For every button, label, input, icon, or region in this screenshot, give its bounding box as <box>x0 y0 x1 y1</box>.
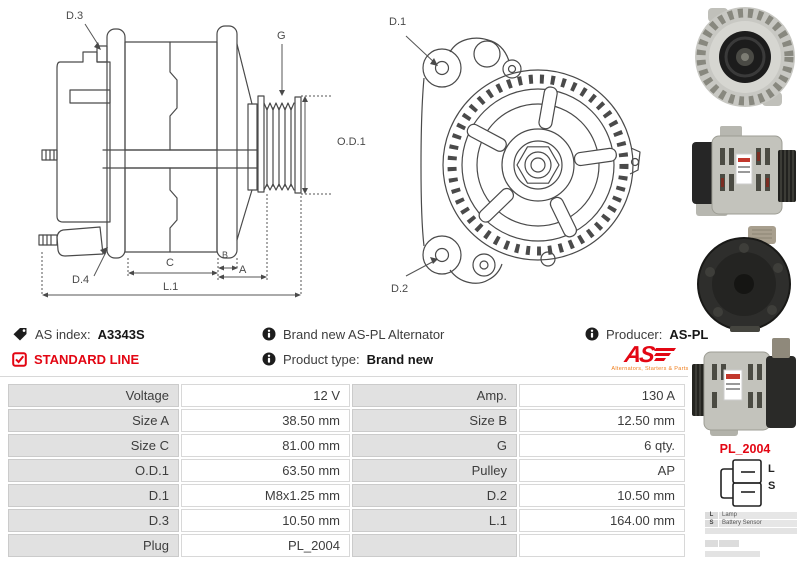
info-icon <box>585 327 599 341</box>
spec-value: 12.50 mm <box>519 409 685 432</box>
dim-label-g: G <box>277 30 286 42</box>
spec-label <box>352 534 517 557</box>
producer-label: Producer: <box>606 326 663 342</box>
as-logo-stripes-icon <box>655 348 675 361</box>
product-type-row <box>262 351 433 367</box>
info-icon <box>262 327 276 341</box>
plug-diagram <box>712 457 792 511</box>
legend-empty-row <box>705 540 797 547</box>
as-index-row <box>12 326 145 342</box>
dim-label-d4: D.4 <box>72 274 90 286</box>
spec-label: O.D.1 <box>8 459 179 482</box>
producer-row <box>585 326 708 342</box>
dim-label-od1: O.D.1 <box>337 136 366 148</box>
legend-row <box>705 512 797 519</box>
info-icon <box>262 352 276 366</box>
plug-pin-label-s: S <box>768 480 776 492</box>
tag-icon <box>12 327 28 342</box>
spec-label: D.1 <box>8 484 179 507</box>
dim-label-d2: D.2 <box>391 283 409 295</box>
standard-line-row <box>12 351 139 367</box>
spec-table <box>8 384 685 557</box>
spec-value: 81.00 mm <box>181 434 350 457</box>
dim-label-c: C <box>166 257 174 269</box>
spec-value: PL_2004 <box>181 534 350 557</box>
legend-pin-key: S <box>705 520 718 527</box>
legend-empty-row <box>705 528 797 534</box>
legend-empty-row <box>705 551 760 557</box>
spec-value: 38.50 mm <box>181 409 350 432</box>
spec-value: 10.50 mm <box>519 484 685 507</box>
legend-row <box>705 520 797 527</box>
product-photo-front <box>690 2 800 112</box>
spec-value: M8x1.25 mm <box>181 484 350 507</box>
brand-new-row <box>262 326 444 342</box>
dim-label-a: A <box>239 264 247 276</box>
plug-pin-legend <box>705 512 797 558</box>
standard-line-label: STANDARD LINE <box>34 351 140 367</box>
spec-value: 10.50 mm <box>181 509 350 532</box>
spec-value: AP <box>519 459 685 482</box>
front-view-drawing <box>388 12 648 302</box>
dim-label-d3: D.3 <box>66 10 84 22</box>
product-type-value: Brand new <box>366 351 434 367</box>
spec-label: D.2 <box>352 484 517 507</box>
as-logo-text: AS <box>622 341 655 367</box>
product-photo-rear <box>690 226 800 332</box>
product-photo-side-left <box>690 336 800 438</box>
spec-label: Amp. <box>352 384 517 407</box>
as-index-label: AS index: <box>35 326 91 342</box>
dim-label-d1: D.1 <box>389 16 407 28</box>
product-type-label: Product type: <box>283 351 360 367</box>
spec-label: L.1 <box>352 509 517 532</box>
plug-pin-label-l: L <box>768 463 775 475</box>
spec-label: D.3 <box>8 509 179 532</box>
brand-new-label: Brand new AS-PL Alternator <box>283 326 445 342</box>
legend-pin-desc: Battery Sensor <box>719 520 797 527</box>
spec-label: Size B <box>352 409 517 432</box>
spec-value: 63.50 mm <box>181 459 350 482</box>
producer-value: AS-PL <box>669 326 709 342</box>
spec-value: 130 A <box>519 384 685 407</box>
spec-value <box>519 534 685 557</box>
as-index-value: A3343S <box>97 326 145 342</box>
separator-line <box>0 376 688 377</box>
spec-label: G <box>352 434 517 457</box>
spec-label: Plug <box>8 534 179 557</box>
spec-value: 12 V <box>181 384 350 407</box>
spec-label: Voltage <box>8 384 179 407</box>
spec-value: 164.00 mm <box>519 509 685 532</box>
plug-name: PL_2004 <box>719 442 771 456</box>
spec-value: 6 qty. <box>519 434 685 457</box>
spec-label: Size A <box>8 409 179 432</box>
dim-label-l1: L.1 <box>163 281 179 293</box>
as-pl-logo <box>604 341 696 372</box>
spec-label: Size C <box>8 434 179 457</box>
side-view-drawing <box>30 4 365 302</box>
spec-label: Pulley <box>352 459 517 482</box>
as-logo-tagline: Alternators, Starters & Parts <box>611 366 689 372</box>
checkbox-icon <box>12 352 27 367</box>
dim-label-b: B <box>222 250 229 260</box>
legend-pin-key: L <box>705 512 718 519</box>
legend-pin-desc: Lamp <box>719 512 797 519</box>
product-photo-side-right <box>690 116 800 222</box>
